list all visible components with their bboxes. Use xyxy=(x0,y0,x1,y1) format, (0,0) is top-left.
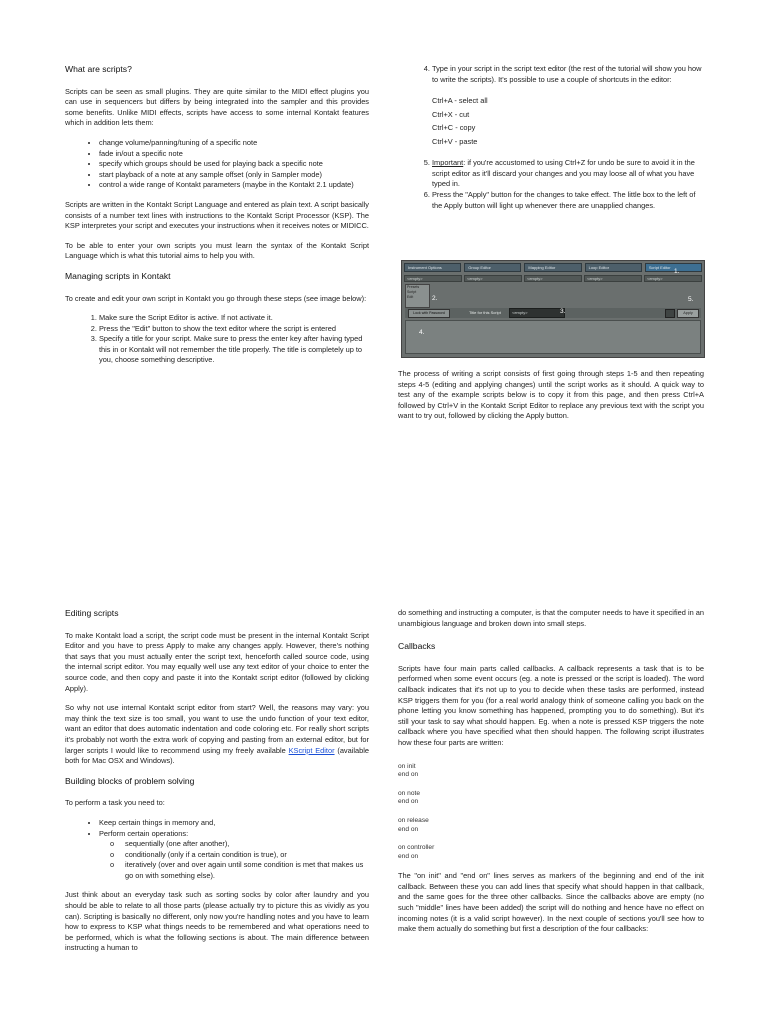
paragraph: To be able to enter your own scripts you must learn the syntax of the Kontakt Script Language which is what this tutorial aims to help you with. xyxy=(65,240,369,261)
paragraph: To create and edit your own script in Kontakt you go through these steps (see image below): xyxy=(65,293,367,303)
list-item: 1. Make sure the Script Editor is active. If not activate it. xyxy=(99,313,369,324)
code-line: end on xyxy=(398,771,419,779)
marker-1: 1. xyxy=(674,268,680,275)
code-block xyxy=(398,763,704,780)
heading-building-blocks: Building blocks of problem solving xyxy=(65,775,195,786)
code-line: end on xyxy=(398,852,419,860)
feature-list xyxy=(65,138,369,191)
paragraph: Just think about an everyday task such as sorting socks by color after laundry and you should be able to relate to all those parts (please actually try to picture this as vividly as you can). Scripting is basically no different, only now you're handling notes and you have to learn how to express to KSP what things needs to be remembered and what operations need to be performed, which is what the following sections is about. The main difference between instructing a human to xyxy=(65,890,369,953)
code-line: on note xyxy=(398,789,420,797)
edit-button: Lock with Password xyxy=(408,309,450,318)
paragraph-text: So why not use internal Kontakt script editor from start? Well, the reasons may vary: you may think the text size is too small, you want to use the undo function of your text editor, want an editor that does automatic indentation and code coloring etc. For really short scripts it's probably not worth the extra work of copying and pasting from an external editor, but for larger scripts I would like to recommend using my freely available xyxy=(65,703,369,755)
paragraph: do something and instructing a computer, is that the computer needs to have it specified in an unambigious language and broken down into small steps. xyxy=(398,608,704,628)
page1-right-column xyxy=(398,64,704,219)
paragraph xyxy=(65,703,369,767)
script-editor-screenshot xyxy=(401,260,705,358)
list-item xyxy=(432,158,704,190)
paragraph: Scripts can be seen as small plugins. They are quite similar to the MIDI effect plugins you can use in sequencers but differs by being integrated into the sampler and this provides some benefits. Unlike MIDI effects, scripts have access to some internal Kontakt features which in addition lets them: xyxy=(65,86,369,128)
important-label: Important xyxy=(432,158,464,168)
marker-5: 5. xyxy=(688,296,694,303)
script-text-area xyxy=(405,320,701,354)
paragraph: Scripts are written in the Kontakt Script Language and entered as plain text. A script basically consists of a number text lines with instructions to the Kontakt Script Processor (KSP). The KSP interpretes your script and executes your instructions when it receives notes or MIDICC. xyxy=(65,199,369,231)
page2-left-column xyxy=(65,608,369,963)
paragraph: The "on init" and "end on" lines serves as markers of the beginning and end of the init callback. Between these you can add lines that specify what should happen in that callback, and the same goes for the three other callbacks. Since the callbacks above are empty (no such "middle" lines have been added) the script will do nothing and hence have no effect on incoming notes (it is a valid script however). In the next couple of sections you'll see how to make them actually do something but first a description of the four callbacks: xyxy=(398,871,704,934)
page1-left-column xyxy=(65,64,369,374)
page2-right-column xyxy=(398,608,704,944)
list-item: • control a wide range of Kontakt parameters (maybe in the Kontakt 2.1 update) xyxy=(99,180,369,191)
code-block xyxy=(398,790,704,807)
title-field: <empty> xyxy=(509,308,565,318)
sub-list xyxy=(99,839,369,881)
side-item: Edit xyxy=(407,295,414,299)
paragraph-text: (available both for Mac OSX and Windows). xyxy=(65,745,369,766)
code-block xyxy=(398,844,704,861)
sub-list-item: o iteratively (over and over again until some condition is met that makes us go on with something else). xyxy=(125,860,369,881)
list-item: • change volume/panning/tuning of a specific note xyxy=(99,138,369,149)
sub-list-item: o conditionally (only if a certain condition is true), or xyxy=(125,850,369,861)
apply-button: Apply xyxy=(677,309,699,318)
side-item: Presets xyxy=(407,285,420,289)
editor-control-row xyxy=(405,308,701,318)
list-item: • specify which groups should be used for playing back a specific note xyxy=(99,159,369,170)
step-5-text: : if you're accustomed to using Ctrl+Z for undo be sure to avoid it in the script editor as it'll discard your changes and you may loose all of what you have typed in. xyxy=(432,158,695,189)
heading-editing-scripts: Editing scripts xyxy=(65,608,119,618)
sub-list-item: o sequentially (one after another), xyxy=(125,839,369,850)
list-item: • start playback of a note at any sample offset (only in Sampler mode) xyxy=(99,170,369,181)
list-item-text: Perform certain operations: xyxy=(99,828,189,838)
side-item: Script xyxy=(407,290,417,294)
paragraph: To make Kontakt load a script, the script code must be present in the internal Kontakt Script Editor and you have to press Apply to make any changes apply. However, there's nothing that says that you must actually enter the script text, henceforth called source code, using the internal script editor. You may equally well use any text editor of your choice to enter the source code, and then copy and paste it into the Kontakt script editor (followed by clicking Apply). xyxy=(65,630,369,693)
list-item: 6. Press the "Apply" button for the changes to take effect. The little box to the left of the Apply button will light up whenever there are unapplied changes. xyxy=(432,190,704,211)
code-line: end on xyxy=(398,825,419,833)
page1-right-column-bottom xyxy=(398,369,704,431)
paragraph: To perform a task you need to: xyxy=(65,798,165,808)
title-label: Title for this Script xyxy=(469,310,501,315)
script-slot: <empty> xyxy=(404,275,462,282)
marker-3: 3. xyxy=(560,308,566,315)
list-item: • fade in/out a specific note xyxy=(99,149,369,160)
list-item xyxy=(432,64,704,148)
shortcut-list xyxy=(432,94,704,148)
script-slots xyxy=(404,275,702,282)
tab-row xyxy=(404,263,702,272)
list-item: 3. Specify a title for your script. Make sure to press the enter key after having typed this in or Kontakt will not remember the title properly. The title is completely up to you, choose something descriptive. xyxy=(99,334,369,366)
code-block xyxy=(398,817,704,834)
heading-what-are-scripts: What are scripts? xyxy=(65,64,132,74)
shortcut: Ctrl+A - select all xyxy=(432,96,488,106)
tab-instrument-options: Instrument Options xyxy=(404,263,461,272)
steps-list xyxy=(65,313,369,366)
code-line: end on xyxy=(398,798,419,806)
shortcut: Ctrl+V - paste xyxy=(432,136,478,146)
heading-callbacks: Callbacks xyxy=(398,641,436,652)
tab-group-editor: Group Editor xyxy=(464,263,521,272)
step-4-text: Type in your script in the script text editor (the rest of the tutorial will show you how to write the scripts). It's possible to use a couple of shortcuts in the editor: xyxy=(432,64,702,84)
tab-loop-editor: Loop Editor xyxy=(585,263,642,272)
shortcut: Ctrl+X - cut xyxy=(432,109,470,119)
steps-list-continued xyxy=(398,64,704,211)
code-line: on init xyxy=(398,762,416,770)
kscript-editor-link[interactable]: KScript Editor xyxy=(288,745,335,755)
preset-panel xyxy=(405,284,430,308)
shortcut: Ctrl+C - copy xyxy=(432,123,476,133)
script-slot: <empty> xyxy=(644,275,702,282)
task-list xyxy=(65,818,369,882)
paragraph: The process of writing a script consists of first going through steps 1-5 and then repeating steps 4-5 (editing and applying changes) until the script works as it should. A quick way to test any of the example scripts below is to copy it from this page, and then press Ctrl+A followed by Ctrl+V in the Kontakt Script Editor to replace any previous text with the script you want to try out, followed by clicking the Apply button. xyxy=(398,369,704,421)
tab-script-editor: Script Editor xyxy=(645,263,702,272)
list-item xyxy=(99,829,369,882)
code-line: on controller xyxy=(398,844,435,852)
script-slot: <empty> xyxy=(524,275,582,282)
paragraph: Scripts have four main parts called callbacks. A callback represents a task that is to be performed when some event occurs (eg. a note is pressed or the script is loaded). The word callback indicates that it's not up to you to decide when these tasks are performed, instead KSP triggers them for you (for a real world analogy think of someone calling you back on the phone letting you know something has happened, prompting you to do something). But it's still your task to say what should happen. Eg. when a note is pressed KSP triggers the note callback where you have specified what then should happen. The following script illustrates how these four parts are written: xyxy=(398,663,704,747)
code-line: on release xyxy=(398,816,429,824)
heading-managing-scripts: Managing scripts in Kontakt xyxy=(65,270,171,281)
marker-2: 2. xyxy=(432,295,438,302)
list-item: 2. Press the "Edit" button to show the text editor where the script is entered xyxy=(99,324,369,335)
list-item: • Keep certain things in memory and, xyxy=(99,818,369,829)
tab-mapping-editor: Mapping Editor xyxy=(524,263,581,272)
script-slot: <empty> xyxy=(584,275,642,282)
apply-indicator xyxy=(665,309,675,318)
script-slot: <empty> xyxy=(464,275,522,282)
marker-4: 4. xyxy=(419,329,425,336)
